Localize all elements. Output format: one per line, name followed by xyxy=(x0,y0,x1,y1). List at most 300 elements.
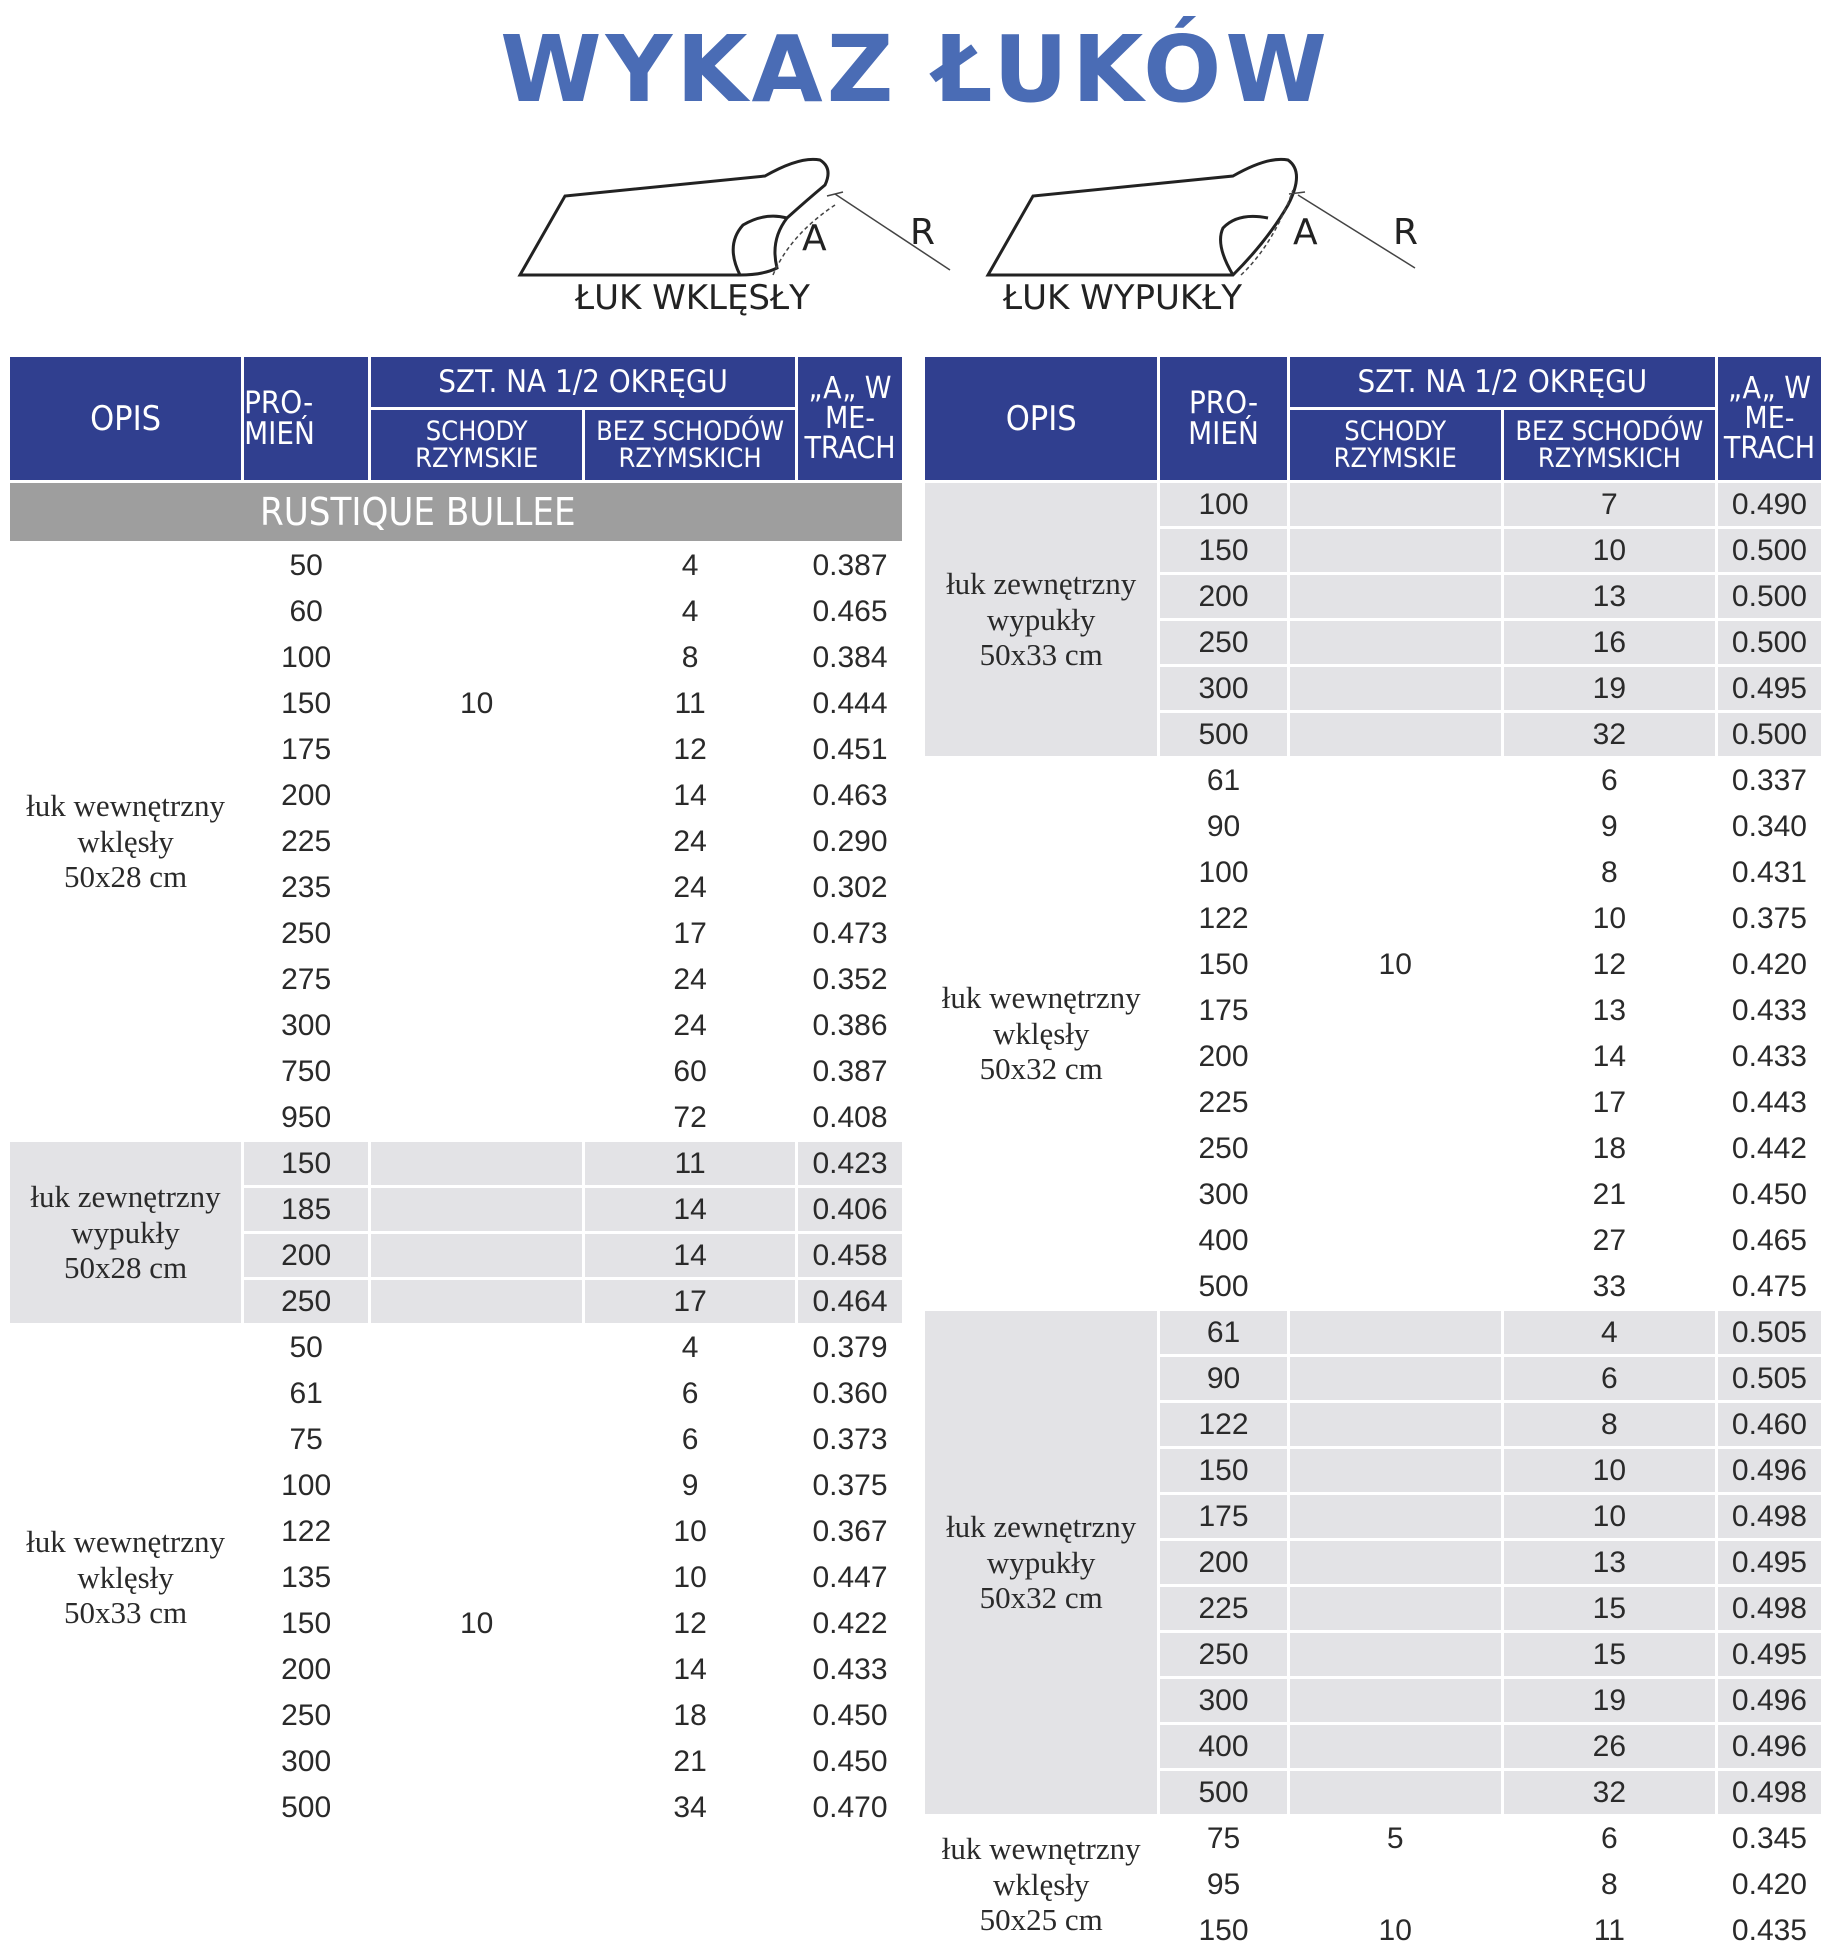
cell-schody-rzymskie xyxy=(371,1326,582,1369)
cell-promien: 250 xyxy=(1160,1127,1286,1170)
cell-promien: 150 xyxy=(244,1602,368,1645)
concave-arc-caption: ŁUK WKLĘSŁY xyxy=(575,278,810,318)
cell-a-w-metrach: 0.505 xyxy=(1718,1357,1821,1400)
cell-a-w-metrach: 0.500 xyxy=(1718,529,1821,572)
concave-arc-diagram xyxy=(515,150,955,320)
cell-schody-rzymskie xyxy=(371,1418,582,1461)
cell-promien: 61 xyxy=(1160,759,1286,802)
header-promien xyxy=(244,357,368,480)
cell-promien: 122 xyxy=(1160,897,1286,940)
right-arc-table xyxy=(922,354,1824,1955)
description-line: 50x25 cm xyxy=(979,1902,1103,1938)
cell-bez-schodow: 21 xyxy=(1504,1173,1715,1216)
cell-schody-rzymskie xyxy=(371,912,582,955)
cell-a-w-metrach: 0.345 xyxy=(1718,1817,1821,1860)
description-line: łuk wewnętrzny xyxy=(26,788,225,824)
cell-schody-rzymskie xyxy=(371,1510,582,1553)
cell-bez-schodow: 19 xyxy=(1504,667,1715,710)
cell-bez-schodow: 6 xyxy=(1504,1357,1715,1400)
cell-a-w-metrach: 0.406 xyxy=(798,1188,902,1231)
cell-promien: 122 xyxy=(1160,1403,1286,1446)
cell-schody-rzymskie xyxy=(1290,1725,1501,1768)
cell-bez-schodow: 8 xyxy=(1504,851,1715,894)
cell-schody-rzymskie xyxy=(371,1004,582,1047)
description-line: łuk zewnętrzny xyxy=(946,566,1137,602)
cell-schody-rzymskie xyxy=(371,1556,582,1599)
cell-bez-schodow: 10 xyxy=(1504,529,1715,572)
cell-schody-rzymskie xyxy=(1290,805,1501,848)
header-aw-line2: ME- xyxy=(1744,400,1795,436)
cell-a-w-metrach: 0.444 xyxy=(798,682,902,725)
header-bez-line2: RZYMSKICH xyxy=(1537,443,1681,474)
cell-schody-rzymskie xyxy=(371,1464,582,1507)
cell-bez-schodow: 60 xyxy=(585,1050,795,1093)
cell-bez-schodow: 16 xyxy=(1504,621,1715,664)
cell-a-w-metrach: 0.460 xyxy=(1718,1403,1821,1446)
cell-promien: 61 xyxy=(1160,1311,1286,1354)
cell-schody-rzymskie xyxy=(371,1372,582,1415)
description-line: wklęsły xyxy=(992,1015,1090,1051)
cell-promien: 150 xyxy=(244,1142,368,1185)
cell-promien: 250 xyxy=(1160,621,1286,664)
cell-promien: 150 xyxy=(1160,943,1286,986)
cell-promien: 200 xyxy=(244,1234,368,1277)
cell-a-w-metrach: 0.408 xyxy=(798,1096,902,1139)
cell-bez-schodow: 14 xyxy=(1504,1035,1715,1078)
cell-bez-schodow: 10 xyxy=(585,1510,795,1553)
cell-bez-schodow: 4 xyxy=(1504,1311,1715,1354)
cell-schody-rzymskie: 5 xyxy=(1290,1817,1501,1860)
convex-arc-caption: ŁUK WYPUKŁY xyxy=(1003,278,1243,318)
cell-a-w-metrach: 0.498 xyxy=(1718,1771,1821,1814)
cell-schody-rzymskie xyxy=(371,774,582,817)
description-line: łuk zewnętrzny xyxy=(30,1179,221,1215)
cell-promien: 150 xyxy=(244,682,368,725)
cell-bez-schodow: 7 xyxy=(1504,483,1715,526)
cell-promien: 200 xyxy=(244,774,368,817)
cell-schody-rzymskie xyxy=(1290,529,1501,572)
cell-promien: 225 xyxy=(1160,1081,1286,1124)
header-a-w-metrach xyxy=(1718,357,1821,480)
cell-bez-schodow: 24 xyxy=(585,1004,795,1047)
cell-bez-schodow: 14 xyxy=(585,1234,795,1277)
cell-promien: 300 xyxy=(244,1004,368,1047)
cell-promien: 250 xyxy=(244,1694,368,1737)
cell-schody-rzymskie xyxy=(371,1188,582,1231)
cell-promien: 500 xyxy=(1160,713,1286,756)
cell-schody-rzymskie xyxy=(371,1142,582,1185)
cell-a-w-metrach: 0.387 xyxy=(798,1050,902,1093)
cell-promien: 200 xyxy=(244,1648,368,1691)
cell-promien: 200 xyxy=(1160,1035,1286,1078)
cell-a-w-metrach: 0.465 xyxy=(798,590,902,633)
cell-schody-rzymskie xyxy=(1290,1311,1501,1354)
cell-promien: 300 xyxy=(1160,667,1286,710)
cell-promien: 175 xyxy=(244,728,368,771)
cell-a-w-metrach: 0.373 xyxy=(798,1418,902,1461)
cell-a-w-metrach: 0.379 xyxy=(798,1326,902,1369)
cell-a-w-metrach: 0.464 xyxy=(798,1280,902,1323)
page-title: WYKAZ ŁUKÓW xyxy=(500,16,1331,123)
cell-bez-schodow: 6 xyxy=(585,1418,795,1461)
cell-a-w-metrach: 0.451 xyxy=(798,728,902,771)
cell-a-w-metrach: 0.352 xyxy=(798,958,902,1001)
header-bez-schodow xyxy=(585,410,795,480)
cell-promien: 75 xyxy=(1160,1817,1286,1860)
cell-schody-rzymskie xyxy=(371,958,582,1001)
cell-promien: 100 xyxy=(1160,483,1286,526)
cell-schody-rzymskie: 10 xyxy=(1290,1909,1501,1952)
cell-a-w-metrach: 0.420 xyxy=(1718,943,1821,986)
cell-a-w-metrach: 0.442 xyxy=(1718,1127,1821,1170)
cell-a-w-metrach: 0.360 xyxy=(798,1372,902,1415)
cell-a-w-metrach: 0.387 xyxy=(798,544,902,587)
cell-a-w-metrach: 0.500 xyxy=(1718,621,1821,664)
table-row xyxy=(10,1326,902,1369)
description-line: wklęsły xyxy=(992,1866,1090,1902)
cell-a-w-metrach: 0.431 xyxy=(1718,851,1821,894)
cell-bez-schodow: 10 xyxy=(1504,1449,1715,1492)
cell-bez-schodow: 15 xyxy=(1504,1633,1715,1676)
header-schody xyxy=(1290,410,1501,480)
convex-label-r: R xyxy=(1393,212,1419,253)
cell-schody-rzymskie xyxy=(371,544,582,587)
cell-promien: 61 xyxy=(244,1372,368,1415)
cell-promien: 275 xyxy=(244,958,368,1001)
table-row xyxy=(925,1817,1821,1860)
cell-a-w-metrach: 0.386 xyxy=(798,1004,902,1047)
cell-a-w-metrach: 0.458 xyxy=(798,1234,902,1277)
cell-bez-schodow: 12 xyxy=(1504,943,1715,986)
cell-schody-rzymskie xyxy=(1290,667,1501,710)
cell-bez-schodow: 14 xyxy=(585,1648,795,1691)
header-promien-line2: MIEŃ xyxy=(1188,415,1259,452)
concave-arc-drawing xyxy=(515,150,955,280)
cell-schody-rzymskie xyxy=(371,636,582,679)
cell-bez-schodow: 34 xyxy=(585,1786,795,1829)
cell-promien: 950 xyxy=(244,1096,368,1139)
cell-a-w-metrach: 0.290 xyxy=(798,820,902,863)
cell-bez-schodow: 6 xyxy=(585,1372,795,1415)
table-row xyxy=(925,1311,1821,1354)
cell-schody-rzymskie xyxy=(1290,851,1501,894)
cell-promien: 250 xyxy=(244,1280,368,1323)
cell-schody-rzymskie xyxy=(1290,1449,1501,1492)
cell-schody-rzymskie xyxy=(1290,1633,1501,1676)
header-aw-line1: „A„ W xyxy=(1728,370,1811,406)
cell-bez-schodow: 12 xyxy=(585,728,795,771)
cell-schody-rzymskie xyxy=(1290,1403,1501,1446)
cell-a-w-metrach: 0.498 xyxy=(1718,1587,1821,1630)
description-line: 50x28 cm xyxy=(63,1250,188,1286)
left-arc-table xyxy=(7,354,905,1832)
cell-a-w-metrach: 0.496 xyxy=(1718,1679,1821,1722)
cell-bez-schodow: 13 xyxy=(1504,575,1715,618)
header-schody-line1: SCHODY xyxy=(1344,416,1447,447)
cell-bez-schodow: 8 xyxy=(1504,1403,1715,1446)
header-schody-line2: RZYMSKIE xyxy=(415,443,539,474)
description-line: łuk wewnętrzny xyxy=(941,1831,1141,1867)
row-description xyxy=(925,483,1157,756)
cell-schody-rzymskie xyxy=(1290,989,1501,1032)
row-description xyxy=(10,1142,241,1323)
cell-bez-schodow: 27 xyxy=(1504,1219,1715,1262)
cell-schody-rzymskie xyxy=(371,590,582,633)
cell-bez-schodow: 26 xyxy=(1504,1725,1715,1768)
cell-a-w-metrach: 0.420 xyxy=(1718,1863,1821,1906)
cell-bez-schodow: 21 xyxy=(585,1740,795,1783)
header-promien-line2: MIEŃ xyxy=(244,415,315,452)
description-line: łuk wewnętrzny xyxy=(941,980,1141,1016)
cell-promien: 200 xyxy=(1160,575,1286,618)
cell-schody-rzymskie xyxy=(371,1740,582,1783)
header-bez-line1: BEZ SCHODÓW xyxy=(596,416,785,447)
cell-a-w-metrach: 0.337 xyxy=(1718,759,1821,802)
description-line: 50x33 cm xyxy=(63,1595,188,1631)
cell-promien: 95 xyxy=(1160,1863,1286,1906)
cell-a-w-metrach: 0.475 xyxy=(1718,1265,1821,1308)
cell-schody-rzymskie xyxy=(1290,483,1501,526)
concave-label-r: R xyxy=(910,212,936,253)
row-description xyxy=(925,1817,1157,1952)
cell-promien: 50 xyxy=(244,1326,368,1369)
header-aw-line3: TRACH xyxy=(804,430,896,466)
cell-schody-rzymskie xyxy=(371,1648,582,1691)
cell-a-w-metrach: 0.505 xyxy=(1718,1311,1821,1354)
cell-a-w-metrach: 0.496 xyxy=(1718,1449,1821,1492)
description-line: łuk zewnętrzny xyxy=(946,1509,1137,1545)
cell-schody-rzymskie xyxy=(1290,621,1501,664)
cell-a-w-metrach: 0.433 xyxy=(1718,1035,1821,1078)
table-row xyxy=(10,1142,902,1185)
cell-bez-schodow: 4 xyxy=(585,544,795,587)
cell-schody-rzymskie xyxy=(371,866,582,909)
cell-promien: 500 xyxy=(244,1786,368,1829)
cell-promien: 90 xyxy=(1160,805,1286,848)
cell-bez-schodow: 10 xyxy=(585,1556,795,1599)
cell-bez-schodow: 10 xyxy=(1504,1495,1715,1538)
cell-bez-schodow: 24 xyxy=(585,958,795,1001)
cell-promien: 250 xyxy=(1160,1633,1286,1676)
description-line: 50x28 cm xyxy=(63,859,188,895)
cell-bez-schodow: 11 xyxy=(585,1142,795,1185)
cell-schody-rzymskie xyxy=(1290,759,1501,802)
cell-promien: 175 xyxy=(1160,989,1286,1032)
cell-bez-schodow: 11 xyxy=(585,682,795,725)
cell-schody-rzymskie xyxy=(1290,897,1501,940)
row-description xyxy=(10,544,241,1139)
description-line: 50x32 cm xyxy=(979,1580,1103,1616)
cell-schody-rzymskie xyxy=(371,1280,582,1323)
cell-bez-schodow: 15 xyxy=(1504,1587,1715,1630)
cell-a-w-metrach: 0.465 xyxy=(1718,1219,1821,1262)
cell-a-w-metrach: 0.495 xyxy=(1718,1633,1821,1676)
cell-promien: 250 xyxy=(244,912,368,955)
cell-schody-rzymskie xyxy=(1290,1357,1501,1400)
cell-a-w-metrach: 0.375 xyxy=(798,1464,902,1507)
cell-promien: 150 xyxy=(1160,1909,1286,1952)
cell-schody-rzymskie xyxy=(371,1096,582,1139)
cell-bez-schodow: 6 xyxy=(1504,759,1715,802)
cell-a-w-metrach: 0.450 xyxy=(798,1740,902,1783)
cell-promien: 400 xyxy=(1160,1725,1286,1768)
cell-bez-schodow: 19 xyxy=(1504,1679,1715,1722)
cell-promien: 100 xyxy=(244,636,368,679)
cell-a-w-metrach: 0.473 xyxy=(798,912,902,955)
cell-bez-schodow: 9 xyxy=(585,1464,795,1507)
cell-bez-schodow: 11 xyxy=(1504,1909,1715,1952)
cell-schody-rzymskie xyxy=(371,728,582,771)
cell-schody-rzymskie xyxy=(1290,713,1501,756)
cell-schody-rzymskie xyxy=(1290,1587,1501,1630)
cell-a-w-metrach: 0.496 xyxy=(1718,1725,1821,1768)
cell-a-w-metrach: 0.375 xyxy=(1718,897,1821,940)
cell-bez-schodow: 24 xyxy=(585,866,795,909)
cell-promien: 235 xyxy=(244,866,368,909)
cell-a-w-metrach: 0.435 xyxy=(1718,1909,1821,1952)
cell-schody-rzymskie xyxy=(371,1786,582,1829)
header-a-w-metrach xyxy=(798,357,902,480)
cell-a-w-metrach: 0.450 xyxy=(1718,1173,1821,1216)
row-description xyxy=(925,759,1157,1308)
cell-schody-rzymskie xyxy=(1290,1495,1501,1538)
cell-promien: 60 xyxy=(244,590,368,633)
cell-bez-schodow: 8 xyxy=(1504,1863,1715,1906)
cell-promien: 90 xyxy=(1160,1357,1286,1400)
cell-a-w-metrach: 0.447 xyxy=(798,1556,902,1599)
cell-promien: 500 xyxy=(1160,1265,1286,1308)
cell-a-w-metrach: 0.340 xyxy=(1718,805,1821,848)
cell-schody-rzymskie xyxy=(371,1234,582,1277)
cell-bez-schodow: 4 xyxy=(585,590,795,633)
header-aw-line3: TRACH xyxy=(1723,430,1816,466)
cell-promien: 135 xyxy=(244,1556,368,1599)
header-promien-line1: PRO- xyxy=(1188,384,1259,421)
cell-a-w-metrach: 0.423 xyxy=(798,1142,902,1185)
cell-schody-rzymskie xyxy=(1290,1173,1501,1216)
cell-schody-rzymskie xyxy=(1290,1081,1501,1124)
row-description xyxy=(10,1326,241,1829)
cell-bez-schodow: 13 xyxy=(1504,1541,1715,1584)
convex-arc-drawing xyxy=(983,150,1423,280)
cell-promien: 75 xyxy=(244,1418,368,1461)
cell-schody-rzymskie: 10 xyxy=(371,682,582,725)
cell-a-w-metrach: 0.443 xyxy=(1718,1081,1821,1124)
concave-label-a: A xyxy=(802,218,827,259)
header-promien-line1: PRO- xyxy=(244,384,314,421)
cell-bez-schodow: 13 xyxy=(1504,989,1715,1032)
cell-schody-rzymskie xyxy=(1290,575,1501,618)
cell-bez-schodow: 4 xyxy=(585,1326,795,1369)
cell-promien: 50 xyxy=(244,544,368,587)
cell-bez-schodow: 8 xyxy=(585,636,795,679)
header-bez-schodow xyxy=(1504,410,1715,480)
cell-a-w-metrach: 0.422 xyxy=(798,1602,902,1645)
cell-a-w-metrach: 0.433 xyxy=(798,1648,902,1691)
cell-a-w-metrach: 0.302 xyxy=(798,866,902,909)
description-line: łuk wewnętrzny xyxy=(26,1524,225,1560)
header-szt: SZT. NA 1/2 OKRĘGU xyxy=(371,357,795,407)
right-table-body xyxy=(925,483,1821,1952)
cell-bez-schodow: 24 xyxy=(585,820,795,863)
cell-promien: 200 xyxy=(1160,1541,1286,1584)
cell-bez-schodow: 18 xyxy=(585,1694,795,1737)
cell-a-w-metrach: 0.384 xyxy=(798,636,902,679)
cell-bez-schodow: 17 xyxy=(585,1280,795,1323)
table-row xyxy=(925,483,1821,526)
cell-schody-rzymskie xyxy=(1290,1265,1501,1308)
cell-promien: 122 xyxy=(244,1510,368,1553)
header-bez-line1: BEZ SCHODÓW xyxy=(1515,416,1704,447)
cell-a-w-metrach: 0.498 xyxy=(1718,1495,1821,1538)
cell-promien: 500 xyxy=(1160,1771,1286,1814)
cell-bez-schodow: 12 xyxy=(585,1602,795,1645)
section-title: RUSTIQUE BULLEE xyxy=(10,483,902,541)
cell-a-w-metrach: 0.495 xyxy=(1718,1541,1821,1584)
header-schody-line2: RZYMSKIE xyxy=(1333,443,1457,474)
cell-bez-schodow: 32 xyxy=(1504,1771,1715,1814)
header-schody xyxy=(371,410,582,480)
cell-schody-rzymskie xyxy=(371,820,582,863)
cell-a-w-metrach: 0.450 xyxy=(798,1694,902,1737)
header-aw-line1: „A„ W xyxy=(808,370,892,406)
cell-schody-rzymskie: 10 xyxy=(1290,943,1501,986)
cell-bez-schodow: 14 xyxy=(585,774,795,817)
convex-arc-diagram xyxy=(983,150,1423,320)
cell-schody-rzymskie xyxy=(371,1050,582,1093)
description-line: wypukły xyxy=(986,1544,1096,1580)
header-promien xyxy=(1160,357,1286,480)
cell-bez-schodow: 14 xyxy=(585,1188,795,1231)
table-row xyxy=(925,759,1821,802)
cell-promien: 175 xyxy=(1160,1495,1286,1538)
cell-schody-rzymskie xyxy=(1290,1863,1501,1906)
cell-bez-schodow: 9 xyxy=(1504,805,1715,848)
table-row xyxy=(10,544,902,587)
cell-schody-rzymskie xyxy=(1290,1541,1501,1584)
cell-promien: 100 xyxy=(1160,851,1286,894)
left-table-body xyxy=(10,483,902,1829)
cell-a-w-metrach: 0.490 xyxy=(1718,483,1821,526)
cell-promien: 225 xyxy=(244,820,368,863)
cell-bez-schodow: 6 xyxy=(1504,1817,1715,1860)
cell-a-w-metrach: 0.463 xyxy=(798,774,902,817)
cell-promien: 185 xyxy=(244,1188,368,1231)
cell-bez-schodow: 10 xyxy=(1504,897,1715,940)
cell-schody-rzymskie xyxy=(1290,1679,1501,1722)
cell-promien: 150 xyxy=(1160,1449,1286,1492)
header-opis: OPIS xyxy=(10,357,241,480)
description-line: 50x32 cm xyxy=(979,1051,1103,1087)
description-line: wypukły xyxy=(986,601,1096,637)
cell-schody-rzymskie xyxy=(1290,1771,1501,1814)
convex-label-a: A xyxy=(1293,212,1318,253)
cell-a-w-metrach: 0.500 xyxy=(1718,713,1821,756)
cell-schody-rzymskie xyxy=(1290,1219,1501,1262)
cell-schody-rzymskie: 10 xyxy=(371,1602,582,1645)
cell-schody-rzymskie xyxy=(1290,1035,1501,1078)
header-bez-line2: RZYMSKICH xyxy=(618,443,762,474)
cell-bez-schodow: 18 xyxy=(1504,1127,1715,1170)
cell-promien: 300 xyxy=(244,1740,368,1783)
cell-bez-schodow: 17 xyxy=(585,912,795,955)
cell-promien: 225 xyxy=(1160,1587,1286,1630)
description-line: 50x33 cm xyxy=(979,637,1103,673)
cell-promien: 750 xyxy=(244,1050,368,1093)
cell-schody-rzymskie xyxy=(371,1694,582,1737)
cell-bez-schodow: 33 xyxy=(1504,1265,1715,1308)
cell-schody-rzymskie xyxy=(1290,1127,1501,1170)
